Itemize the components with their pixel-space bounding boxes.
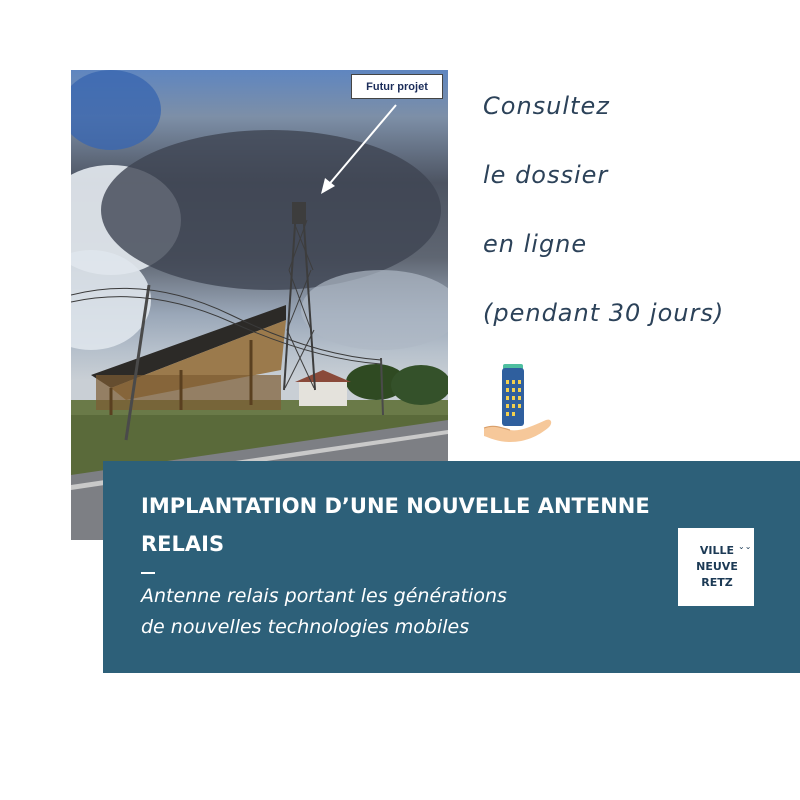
consult-line-4: (pendant 30 jours) — [483, 299, 725, 327]
banner-title: IMPLANTATION D’UNE NOUVELLE ANTENNE RELAIS — [141, 494, 650, 556]
logo-line-2: NEUVE — [696, 560, 738, 573]
banner-divider — [141, 572, 155, 574]
banner-subtitle-line-2: de nouvelles technologies mobiles — [141, 616, 470, 638]
consult-line-2: le dossier — [483, 161, 609, 189]
logo-line-1: VILLE — [699, 544, 735, 557]
consult-line-1: Consultez — [483, 92, 610, 120]
info-banner — [103, 461, 800, 673]
consult-text — [483, 72, 783, 348]
hand-holding-phone-icon — [480, 362, 554, 444]
town-logo — [677, 527, 755, 607]
future-project-label: Futur projet — [351, 74, 443, 99]
consult-line-3: en ligne — [483, 230, 588, 258]
banner-subtitle-line-1: Antenne relais portant les générations — [141, 585, 507, 607]
birds-icon: ⌄⌄ — [738, 542, 752, 551]
banner-subtitle — [141, 581, 661, 643]
logo-line-3: RETZ — [701, 576, 733, 589]
